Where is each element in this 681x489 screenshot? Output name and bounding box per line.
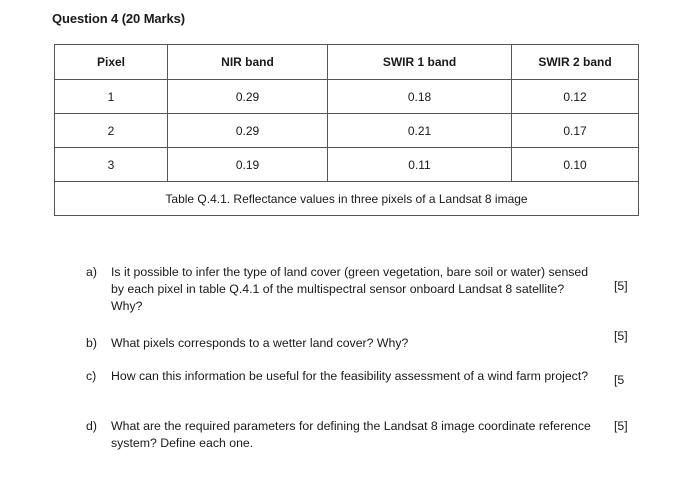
header-swir1-band: SWIR 1 band [328,45,512,80]
question-letter: b) [86,336,97,350]
question-letter: c) [86,369,97,383]
question-letter: a) [86,265,97,279]
cell-swir1: 0.21 [328,114,512,148]
cell-pixel: 3 [55,148,168,182]
cell-nir: 0.19 [168,148,328,182]
table-caption: Table Q.4.1. Reflectance values in three pixels of a Landsat 8 image [55,182,639,216]
question-text: What are the required parameters for defining the Landsat 8 image coordinate reference system? Define each one. [111,419,591,450]
question-marks: [5] [614,329,628,343]
question-text: Is it possible to infer the type of land cover (green vegetation, bare soil or water) sensed by each pixel in table Q.4.1 of the multispectral sensor onboard Landsat 8 satellite? Why? [111,265,589,313]
header-swir2-band: SWIR 2 band [512,45,639,80]
question-letter: d) [86,419,97,433]
question-marks: [5 [614,373,625,387]
cell-swir2: 0.10 [512,148,639,182]
cell-pixel: 2 [55,114,168,148]
table-row [55,148,639,182]
cell-swir2: 0.12 [512,80,639,114]
question-marks: [5] [614,279,628,293]
cell-nir: 0.29 [168,80,328,114]
table-header-row [55,45,639,80]
question-text: How can this information be useful for the feasibility assessment of a wind farm project? [111,369,589,383]
header-nir-band: NIR band [168,45,328,80]
question-marks: [5] [614,419,628,433]
question-heading: Question 4 (20 Marks) [52,11,185,26]
table-row [55,80,639,114]
question-text: What pixels corresponds to a wetter land cover? Why? [111,336,409,350]
cell-swir1: 0.11 [328,148,512,182]
table-row [55,114,639,148]
header-pixel: Pixel [55,45,168,80]
table-caption-row [55,182,639,216]
cell-pixel: 1 [55,80,168,114]
cell-nir: 0.29 [168,114,328,148]
cell-swir2: 0.17 [512,114,639,148]
cell-swir1: 0.18 [328,80,512,114]
reflectance-table [54,44,639,216]
